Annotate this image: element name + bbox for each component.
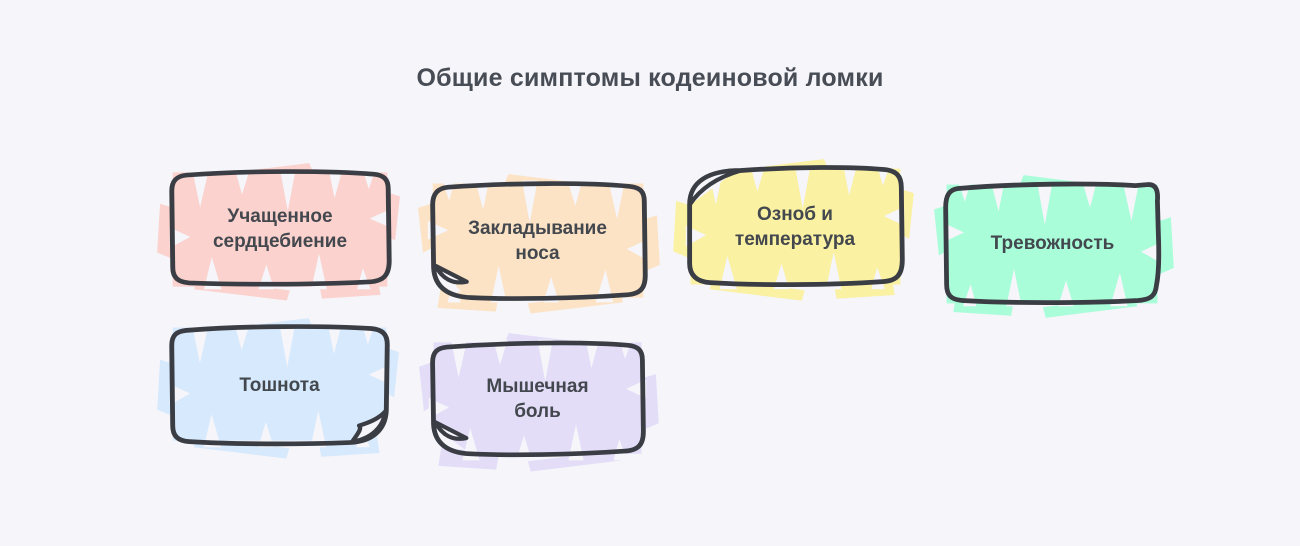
sticky-note-chills-fever [679, 161, 911, 294]
sticky-note-nasal-congestion [421, 176, 654, 307]
sticky-note-rapid-heartbeat [163, 165, 397, 294]
note-label: Тошнота [239, 374, 320, 396]
note-fill-texture [691, 169, 901, 285]
note-fill-texture [173, 172, 388, 286]
sticky-note-graphic [163, 320, 396, 452]
sticky-note-graphic [679, 161, 911, 294]
note-label: Мышечная боль [486, 376, 589, 422]
note-label: Учащенное сердцебиение [212, 205, 348, 252]
sticky-note-anxiety [937, 177, 1168, 311]
sticky-note-muscle-pain [422, 335, 653, 465]
note-label: Озноб и температура [734, 203, 856, 250]
note-label: Закладывание носа [468, 217, 607, 264]
sticky-note-graphic [163, 165, 397, 294]
sticky-note-graphic [422, 335, 653, 465]
note-fill-texture [947, 185, 1158, 304]
sticky-note-nausea [163, 320, 396, 452]
page-title: Общие симптомы кодеиновой ломки [416, 64, 884, 92]
note-label: Тревожность [990, 232, 1115, 254]
sticky-note-graphic [937, 177, 1168, 311]
sticky-note-graphic [421, 176, 654, 307]
note-fill-texture [173, 328, 387, 441]
